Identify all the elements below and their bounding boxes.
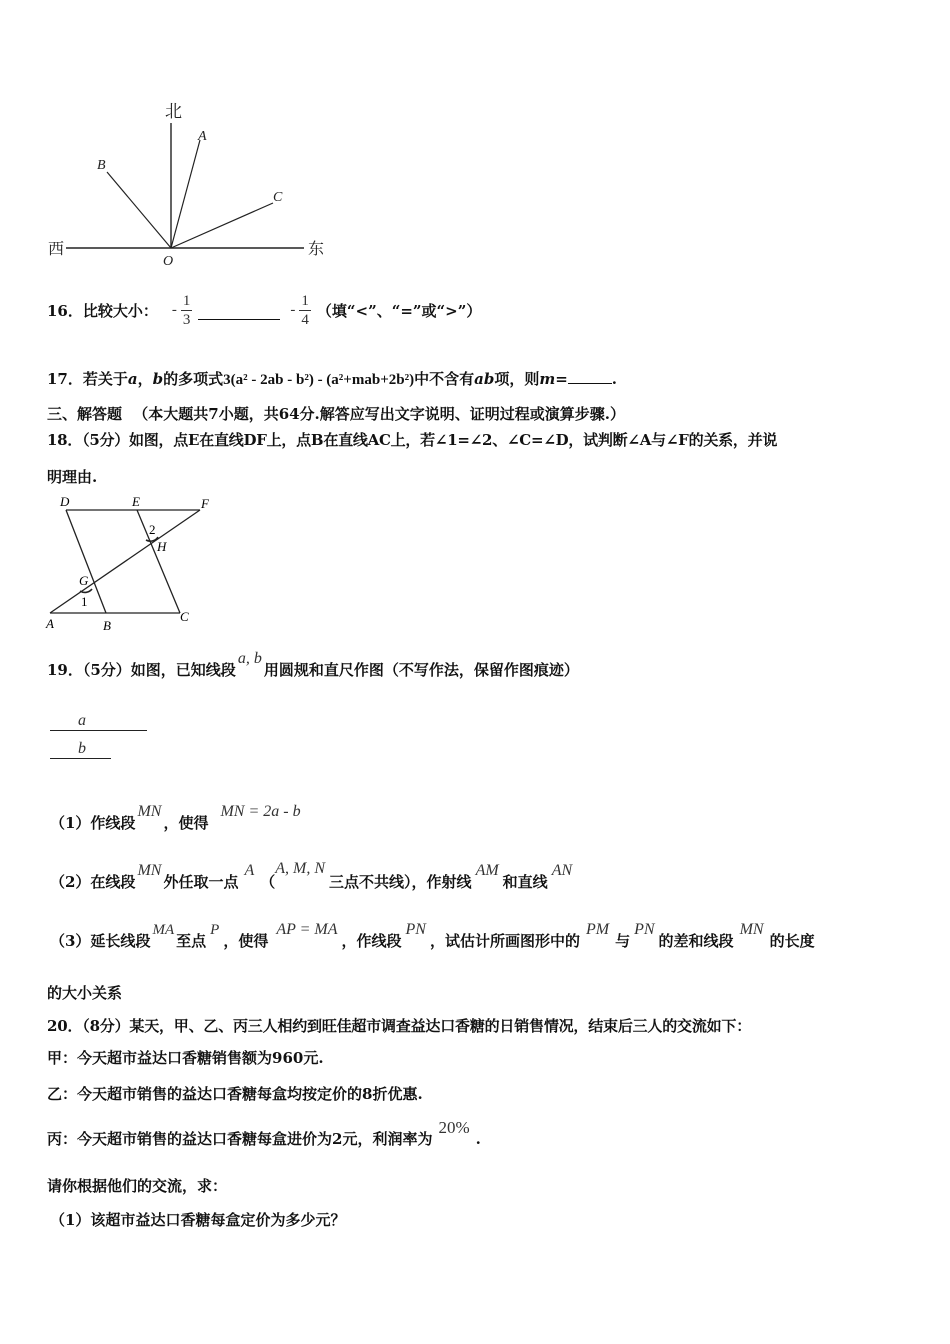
q17-end: . — [611, 370, 618, 388]
q19-p2-pre: （2）在线段 — [50, 873, 136, 891]
q17-var-a: a — [127, 370, 138, 388]
fig-label-a: A — [46, 616, 54, 631]
q19-p3-mn: MN — [739, 921, 764, 938]
q19-part-2 — [50, 859, 576, 889]
q19-p3-mid2: ，使得 — [223, 932, 269, 950]
q17-pre: 若关于 — [82, 370, 128, 388]
q19-p1-eq: MN = 2a - b — [220, 803, 301, 820]
section-3-note: （本大题共7小题，共64分.解答应写出文字说明、证明过程或演算步骤.） — [133, 405, 626, 423]
east-label: 东 — [308, 241, 325, 258]
q19-p3-ma: MA — [152, 922, 175, 938]
q19-p2-a: A — [244, 862, 255, 879]
segment-b-group — [50, 740, 111, 760]
fig-label-c: C — [180, 609, 189, 624]
fig-label-b: B — [103, 618, 111, 633]
q16-frac1-num: 1 — [182, 292, 191, 309]
point-c-label: C — [273, 190, 283, 205]
q16-number: 16． — [47, 301, 83, 320]
q19-p3-pm: PM — [585, 921, 610, 938]
west-label: 西 — [48, 241, 65, 258]
segment-b — [50, 758, 111, 759]
segment-a-label: a — [78, 712, 86, 729]
q17-eq: = — [555, 370, 568, 388]
q17-mid: 的多项式 — [163, 370, 224, 388]
fig-label-f: F — [201, 496, 209, 511]
ray-oa — [171, 140, 200, 248]
q19-p2-an: AN — [551, 862, 573, 879]
fig-label-1: 1 — [81, 594, 88, 609]
q19-part-3 — [50, 918, 815, 948]
ray-ob — [107, 172, 171, 248]
fig-label-d: D — [60, 494, 70, 509]
q19-p3-pn: PN — [405, 921, 426, 938]
point-o-label: O — [163, 254, 174, 269]
q19-p3-end: 的长度 — [769, 932, 815, 950]
fig-label-e: E — [132, 494, 140, 509]
q19-post: 用圆规和直尺作图（不写作法，保留作图痕迹） — [263, 661, 579, 679]
q19-p2-amn: A, M, N — [275, 860, 326, 877]
q19-p3-eq: AP = MA — [276, 921, 338, 938]
q19-p3-mid5: 的差和线段 — [658, 932, 734, 950]
q17-post: 中不含有 — [414, 370, 475, 388]
q16-fraction-1 — [181, 292, 193, 329]
q19-p3-and: 与 — [615, 932, 631, 950]
question-16 — [47, 288, 481, 332]
q20-bing-pre: 丙：今天超市销售的益达口香糖每盒进价为2元，利润率为 — [47, 1130, 433, 1148]
q19-p2-and: 和直线 — [502, 873, 548, 891]
q17-var-m: m — [539, 370, 556, 388]
q16-sign-1: - — [171, 301, 177, 318]
q16-frac2-num: 1 — [301, 292, 309, 309]
fig-label-g: G — [79, 573, 89, 588]
q16-frac2-den: 4 — [301, 311, 309, 328]
point-b-label: B — [97, 158, 106, 173]
q19-pre: 19．（5分）如图，已知线段 — [47, 661, 236, 679]
q19-p1-mid: ，使得 — [163, 814, 209, 832]
q19-p3-pn2: PN — [634, 921, 655, 938]
q16-sign-2: - — [290, 301, 296, 318]
q16-hint: （填“<”、“=”或“>”） — [316, 301, 482, 320]
q16-frac1-den: 3 — [182, 311, 191, 328]
q16-text: 比较大小： — [82, 301, 158, 320]
q19-p2-paren: （ — [260, 873, 276, 891]
q19-p3-pre: （3）延长线段 — [50, 932, 151, 950]
section-3-title: 三、解答题 — [47, 405, 123, 423]
q19-p3-p: P — [210, 922, 220, 938]
q20-percent: 20% — [438, 1118, 470, 1137]
segment-a — [50, 730, 147, 731]
q20-bing-end: . — [475, 1130, 481, 1148]
ray-oc — [171, 203, 273, 248]
q19-p1-pre: （1）作线段 — [50, 814, 136, 832]
point-a-label: A — [198, 129, 207, 144]
q19-p3-mid: 至点 — [176, 932, 207, 950]
q20-ask: 请你根据他们的交流，求： — [47, 1177, 228, 1195]
fig-label-h: H — [157, 539, 167, 554]
segment-a-group — [50, 712, 147, 732]
q20-line1: 20．（8分）某天，甲、乙、丙三人相约到旺佳超市调查益达口香糖的日销售情况，结束后三人的交流如下： — [47, 1017, 752, 1035]
q18-line2: 明理由. — [47, 468, 98, 486]
q20-yi: 乙：今天超市销售的益达口香糖每盒均按定价的8折优惠. — [47, 1085, 423, 1103]
q20-jia: 甲：今天超市益达口香糖销售额为960元. — [47, 1049, 324, 1067]
q19-p3-mid3: ，作线段 — [341, 932, 402, 950]
fig-label-2: 2 — [149, 522, 156, 537]
q20-sub-1: （1）该超市益达口香糖每盒定价为多少元？ — [50, 1211, 346, 1229]
q19-p3-mid4: ，试估计所画图形中的 — [429, 932, 580, 950]
q17-number: 17． — [47, 370, 83, 388]
q17-answer-blank — [568, 369, 612, 384]
question-17 — [47, 368, 617, 389]
q16-answer-blank — [198, 301, 280, 320]
q19-p2-mn: MN — [137, 862, 162, 879]
q17-comma: ， — [137, 370, 153, 388]
compass-figure — [40, 95, 340, 270]
q19-ab: a, b — [237, 650, 262, 667]
q19-part-3-line-2: 的大小关系 — [47, 984, 123, 1002]
question-19-stem — [47, 650, 579, 680]
q20-bing — [47, 1117, 481, 1147]
q17-var-b: b — [152, 370, 164, 388]
q16-fraction-2 — [299, 292, 311, 329]
q19-part-1 — [50, 800, 301, 830]
line-ec — [137, 510, 180, 613]
q19-p2-mid: 外任取一点 — [163, 873, 239, 891]
q18-line1: 18．（5分）如图，点E在直线DF上，点B在直线AC上，若∠1=∠2、∠C=∠D，试判断∠A与∠F的关系，并说 — [47, 431, 778, 449]
section-3-heading — [47, 403, 625, 424]
q17-ab: ab — [474, 370, 495, 388]
segment-b-label: b — [78, 740, 86, 757]
q19-p2-mid2: 三点不共线），作射线 — [329, 873, 472, 891]
q17-polynomial: 3(a² - 2ab - b²) - (a²+mab+2b²) — [223, 372, 415, 388]
parallel-lines-figure — [40, 490, 230, 635]
q19-p1-mn: MN — [137, 803, 162, 820]
q17-post2: 项，则 — [494, 370, 540, 388]
north-label: 北 — [165, 102, 182, 121]
q19-p2-am: AM — [475, 862, 499, 879]
